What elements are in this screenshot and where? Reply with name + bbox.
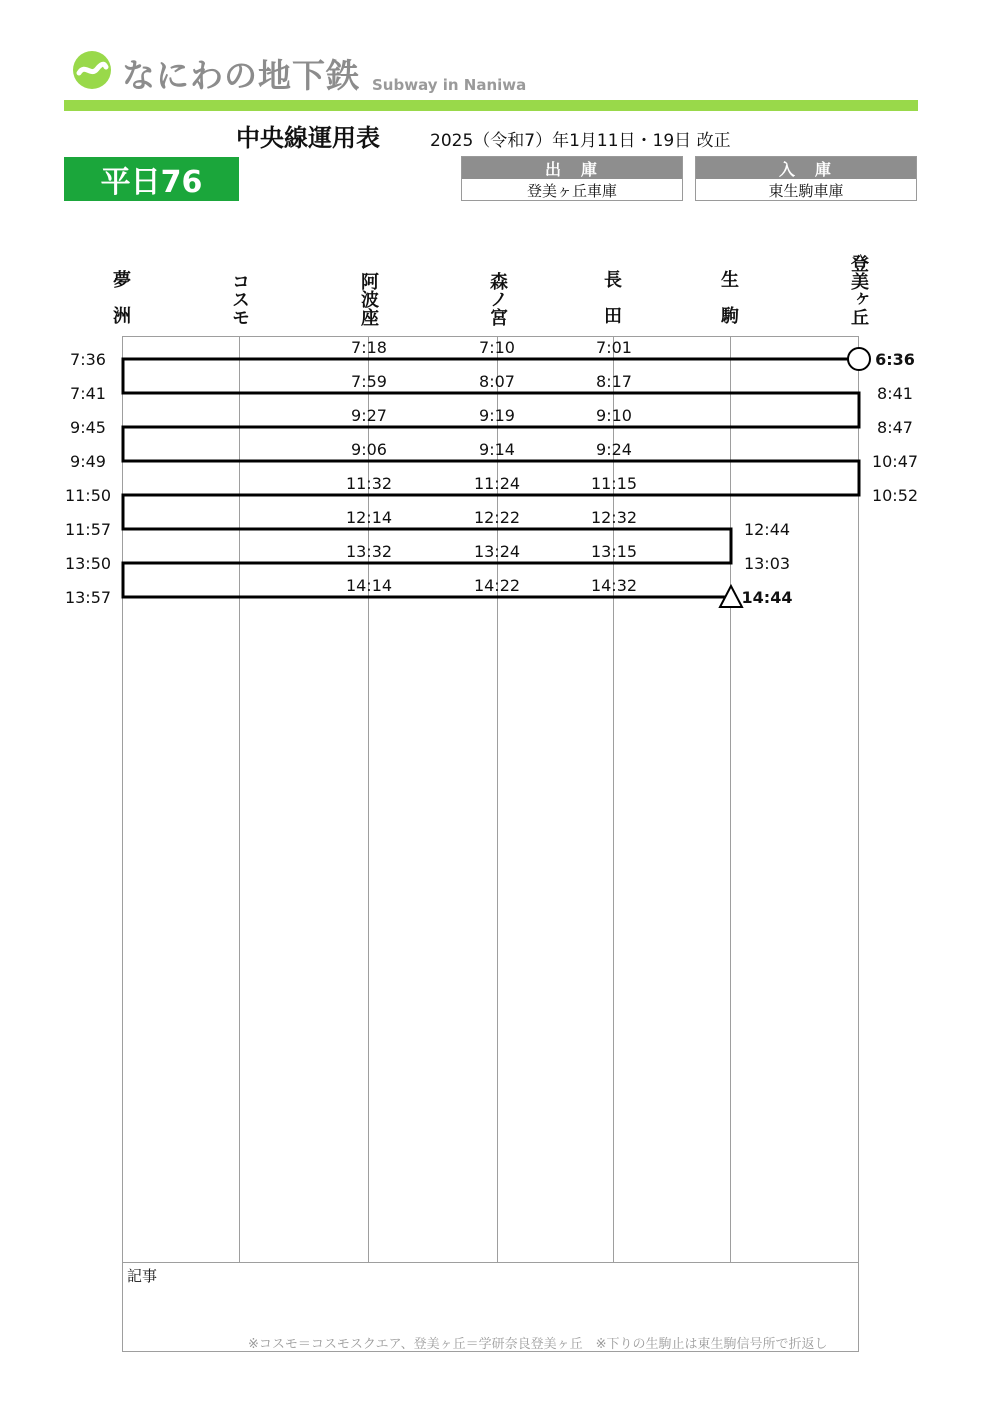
station-cosmo: コスモ: [229, 272, 250, 326]
passing-time: 11:15: [590, 474, 638, 493]
passing-time: 8:07: [479, 372, 515, 391]
time-labels: [65, 338, 918, 607]
depot-in-value: 東生駒車庫: [768, 181, 844, 200]
passing-time: 7:01: [596, 338, 632, 357]
station-nagata: 長 田: [604, 270, 622, 327]
passing-time: 14:32: [590, 576, 638, 595]
brand-name: なにわの地下鉄: [122, 56, 360, 95]
passing-time: 13:24: [473, 542, 521, 561]
passing-time: 11:32: [345, 474, 393, 493]
depot-in-label: 入 庫: [696, 157, 916, 179]
passing-time: 12:32: [590, 508, 638, 527]
tomigaoka-time: 8:41: [877, 384, 913, 403]
passing-time: 9:19: [479, 406, 515, 425]
station-yumeshima: 夢 洲: [113, 270, 131, 327]
yumeshima-time: 11:57: [64, 520, 112, 539]
tomigaoka-time: 10:52: [871, 486, 919, 505]
passing-time: 7:18: [351, 338, 387, 357]
passing-time: 12:22: [473, 508, 521, 527]
passing-time: 12:14: [345, 508, 393, 527]
depot-out-value: 登美ヶ丘車庫: [526, 181, 617, 200]
passing-time: 14:14: [345, 576, 393, 595]
passing-time: 8:17: [596, 372, 632, 391]
footnote: ※コスモ＝コスモスクエア、登美ヶ丘＝学研奈良登美ヶ丘 ※下りの生駒止は東生駒信号所で折返し: [248, 1337, 828, 1352]
depot-out-label: 出 庫: [462, 157, 682, 179]
passing-time: 14:22: [473, 576, 521, 595]
ikoma-time: 12:44: [743, 520, 791, 539]
tomigaoka-time: 6:36: [875, 350, 915, 369]
passing-time: 7:10: [479, 338, 515, 357]
yumeshima-time: 9:45: [70, 418, 106, 437]
passing-time: 13:32: [345, 542, 393, 561]
depot-departure-circle-icon: [848, 348, 870, 370]
passing-time: 7:59: [351, 372, 387, 391]
brand-subtitle: Subway in Naniwa: [372, 76, 527, 94]
passing-time: 11:24: [473, 474, 521, 493]
passing-time: 13:15: [590, 542, 638, 561]
tomigaoka-time: 10:47: [871, 452, 919, 471]
yumeshima-time: 7:36: [70, 350, 106, 369]
passing-time: 9:06: [351, 440, 387, 459]
passing-time: 9:24: [596, 440, 632, 459]
passing-time: 9:10: [596, 406, 632, 425]
tomigaoka-time: 8:47: [877, 418, 913, 437]
notes-label: 記事: [127, 1267, 158, 1285]
station-awaza: 阿波座: [358, 272, 379, 326]
ikoma-time: 14:44: [741, 588, 793, 607]
operation-badge: 平日76: [64, 157, 239, 201]
yumeshima-time: 9:49: [70, 452, 106, 471]
yumeshima-time: 13:50: [64, 554, 112, 573]
station-tomigaoka: 登美ヶ丘: [848, 254, 869, 326]
yumeshima-time: 13:57: [64, 588, 112, 607]
passing-time: 9:14: [479, 440, 515, 459]
passing-time: 9:27: [351, 406, 387, 425]
page-title: 中央線運用表: [236, 124, 380, 152]
revision-date: 2025（令和7）年1月11日・19日 改正: [430, 131, 731, 151]
yumeshima-time: 7:41: [70, 384, 106, 403]
station-morinomiya: 森ノ宮: [487, 272, 508, 326]
yumeshima-time: 11:50: [64, 486, 112, 505]
station-ikoma: 生 駒: [721, 270, 739, 327]
ikoma-time: 13:03: [743, 554, 791, 573]
